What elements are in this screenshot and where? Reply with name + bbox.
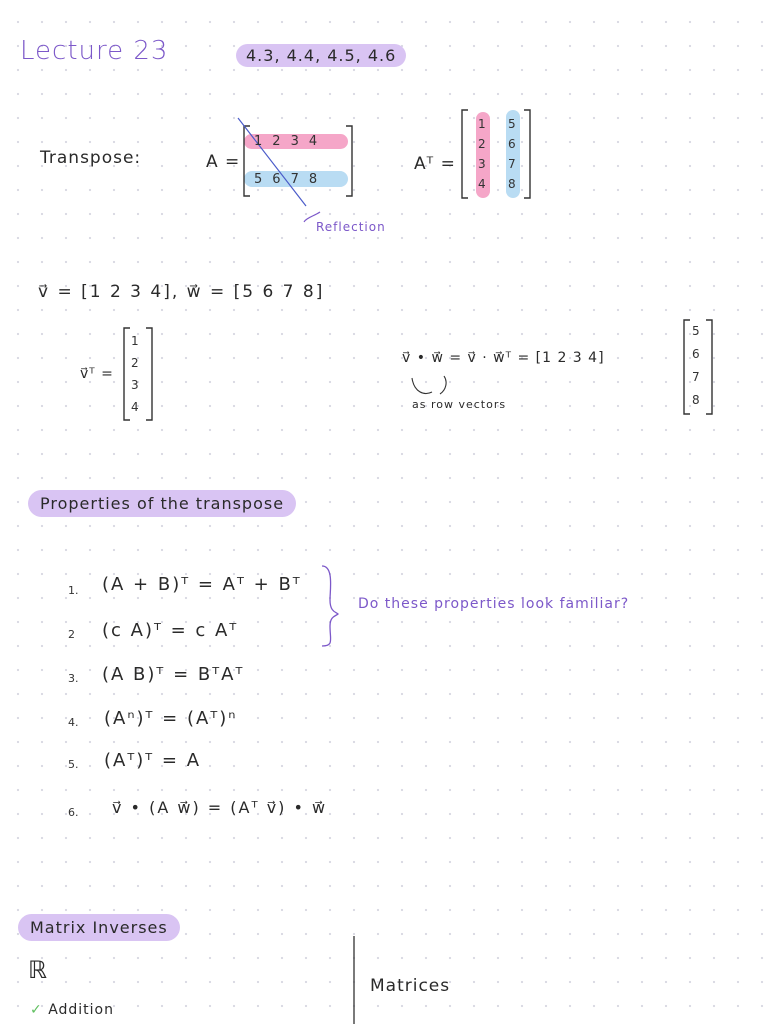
w-r4: 8 bbox=[692, 393, 700, 407]
vt-r3: 3 bbox=[131, 378, 139, 392]
matrix-a-row2 bbox=[254, 172, 327, 187]
a-r1-c3: 3 bbox=[290, 134, 309, 149]
vt-column bbox=[131, 330, 139, 418]
a-r2-c1: 5 bbox=[254, 172, 273, 187]
a-r2-c4: 8 bbox=[308, 172, 328, 187]
vt-r1: 1 bbox=[131, 334, 139, 348]
at-c2-r1: 5 bbox=[508, 117, 516, 131]
at-c2-r4: 8 bbox=[508, 177, 516, 191]
transpose-label: Transpose: bbox=[40, 148, 142, 168]
at-c1-r3: 3 bbox=[478, 157, 486, 171]
a-r2-c3: 7 bbox=[290, 172, 309, 187]
properties-heading: Properties of the transpose bbox=[28, 490, 296, 517]
a-r2-c2: 6 bbox=[272, 172, 291, 187]
w-r2: 6 bbox=[692, 347, 700, 361]
addition-label: Addition bbox=[48, 1002, 114, 1018]
a-r1-c2: 2 bbox=[272, 134, 291, 149]
matrix-a-label: A = bbox=[206, 152, 241, 172]
prop-3-num: 3. bbox=[68, 672, 79, 685]
reals-symbol: ℝ bbox=[28, 956, 48, 984]
section-list: 4.3, 4.4, 4.5, 4.6 bbox=[236, 44, 406, 67]
w-r3: 7 bbox=[692, 370, 700, 384]
at-c1-r4: 4 bbox=[478, 177, 486, 191]
at-c1-r1: 1 bbox=[478, 117, 486, 131]
prop-4-num: 4. bbox=[68, 716, 79, 729]
vt-label: v⃗ᵀ = bbox=[80, 366, 114, 382]
vt-r2: 2 bbox=[131, 356, 139, 370]
matrix-at-label: Aᵀ = bbox=[414, 154, 456, 174]
at-c2-r2: 6 bbox=[508, 137, 516, 151]
w-column bbox=[692, 320, 700, 412]
matrices-label: Matrices bbox=[370, 976, 451, 996]
inverses-heading: Matrix Inverses bbox=[18, 914, 180, 941]
prop-3-text: (A B)ᵀ = BᵀAᵀ bbox=[102, 664, 245, 685]
vt-r4: 4 bbox=[131, 400, 139, 414]
row-vectors-note: as row vectors bbox=[412, 398, 507, 411]
prop-6-text: v⃗ • (A w⃗) = (Aᵀ v⃗) • w⃗ bbox=[112, 798, 328, 817]
prop-4-text: (Aⁿ)ᵀ = (Aᵀ)ⁿ bbox=[104, 708, 238, 729]
matrix-a-row1 bbox=[254, 134, 327, 149]
a-r1-c1: 1 bbox=[254, 134, 273, 149]
prop-1-num: 1. bbox=[68, 584, 79, 597]
familiar-question: Do these properties look familiar? bbox=[358, 596, 630, 612]
prop-2-text: (c A)ᵀ = c Aᵀ bbox=[102, 620, 239, 641]
prop-5-num: 5. bbox=[68, 758, 79, 771]
prop-5-text: (Aᵀ)ᵀ = A bbox=[104, 750, 202, 771]
vector-definitions: v⃗ = [1 2 3 4], w⃗ = [5 6 7 8] bbox=[38, 282, 325, 302]
matrix-at-col1 bbox=[478, 114, 486, 194]
lecture-title: Lecture 23 bbox=[20, 36, 169, 66]
reflection-note: Reflection bbox=[316, 220, 386, 234]
check-icon: ✓ bbox=[30, 1002, 43, 1018]
at-c2-r3: 7 bbox=[508, 157, 516, 171]
at-c1-r2: 2 bbox=[478, 137, 486, 151]
dot-product-formula: v⃗ • w⃗ = v⃗ · w⃗ᵀ = [1 2 3 4] bbox=[402, 350, 605, 366]
prop-6-num: 6. bbox=[68, 806, 79, 819]
matrix-at-col2 bbox=[508, 114, 516, 194]
addition-item bbox=[30, 1002, 114, 1018]
w-r1: 5 bbox=[692, 324, 700, 338]
prop-2-num: 2 bbox=[68, 628, 75, 641]
prop-1-text: (A + B)ᵀ = Aᵀ + Bᵀ bbox=[102, 574, 302, 595]
a-r1-c4: 4 bbox=[308, 134, 328, 149]
